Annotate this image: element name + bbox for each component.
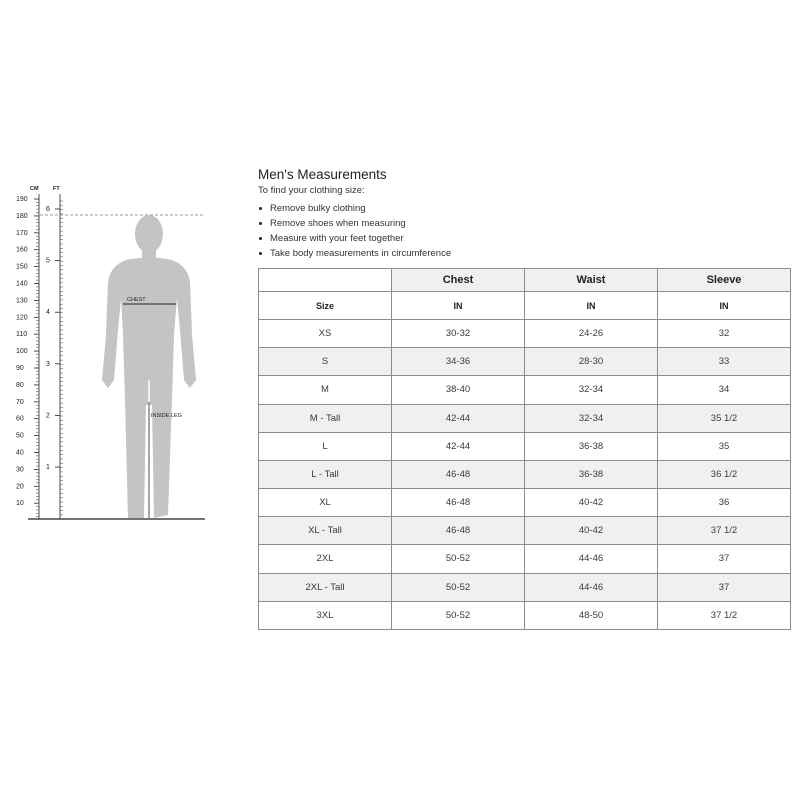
tip-item: Take body measurements in circumference [258, 246, 758, 261]
table-row [259, 517, 791, 545]
table-row [259, 573, 791, 601]
cm-tick-label: 40 [16, 449, 24, 457]
header-waist: Waist [525, 269, 658, 292]
cell-chest: 46-48 [392, 489, 525, 517]
cell-chest: 38-40 [392, 376, 525, 404]
tip-item: Remove bulky clothing [258, 201, 758, 216]
cell-chest: 50-52 [392, 545, 525, 573]
ft-tick-label: 1 [46, 464, 50, 471]
header-chest: Chest [392, 269, 525, 292]
table-row [259, 489, 791, 517]
cm-tick-label: 20 [16, 483, 24, 491]
cm-tick-label: 80 [16, 381, 24, 389]
cell-chest: 42-44 [392, 432, 525, 460]
cm-tick-label: 90 [16, 365, 24, 372]
cell-sleeve: 37 [658, 573, 791, 601]
tips-list [258, 201, 758, 261]
cell-waist: 44-46 [525, 573, 658, 601]
cm-tick-label: 130 [16, 297, 28, 305]
size-table [258, 268, 791, 630]
cell-chest: 34-36 [392, 348, 525, 376]
cell-sleeve: 34 [658, 376, 791, 404]
table-row [259, 348, 791, 376]
cell-size: M [259, 376, 392, 404]
cell-waist: 32-34 [525, 376, 658, 404]
ft-tick-label: 3 [46, 360, 50, 368]
cm-tick-label: 10 [16, 500, 24, 508]
intro-text: To find your clothing size: [258, 185, 365, 196]
cm-tick-label: 70 [16, 398, 24, 406]
measurement-instructions [258, 166, 758, 261]
cell-sleeve: 33 [658, 348, 791, 376]
cell-size: S [259, 348, 392, 376]
ft-tick-label: 4 [46, 309, 50, 317]
cm-tick-label: 100 [16, 348, 28, 356]
cm-tick-label: 140 [16, 280, 28, 288]
table-row [259, 404, 791, 432]
table-row [259, 460, 791, 488]
unit-waist: IN [525, 292, 658, 320]
cm-tick-label: 190 [16, 196, 28, 203]
cell-sleeve: 37 1/2 [658, 517, 791, 545]
cell-waist: 48-50 [525, 601, 658, 629]
inside-leg-label: INSIDE LEG [151, 413, 182, 419]
cell-size: 3XL [259, 601, 392, 629]
page-title: Men's Measurements [258, 167, 387, 182]
cell-waist: 32-34 [525, 404, 658, 432]
cell-chest: 30-32 [392, 320, 525, 348]
cell-waist: 24-26 [525, 320, 658, 348]
cell-sleeve: 32 [658, 320, 791, 348]
ft-axis-label: FT [53, 186, 60, 192]
table-row [259, 601, 791, 629]
cell-waist: 36-38 [525, 460, 658, 488]
cm-ruler-ticks [16, 196, 39, 517]
header-size: Size [259, 292, 392, 320]
cm-tick-label: 50 [16, 432, 24, 440]
cell-waist: 44-46 [525, 545, 658, 573]
table-row [259, 545, 791, 573]
cell-size: XL [259, 489, 392, 517]
ft-ruler-ticks [46, 201, 63, 515]
cell-size: M - Tall [259, 404, 392, 432]
cell-size: 2XL - Tall [259, 573, 392, 601]
cell-chest: 46-48 [392, 460, 525, 488]
cell-sleeve: 36 [658, 489, 791, 517]
header-blank [259, 269, 392, 292]
cell-sleeve: 37 [658, 545, 791, 573]
cm-tick-label: 60 [16, 415, 24, 423]
ft-tick-label: 5 [46, 257, 50, 265]
table-unit-row [259, 292, 791, 320]
table-row [259, 376, 791, 404]
cell-waist: 28-30 [525, 348, 658, 376]
cm-tick-label: 30 [16, 466, 24, 474]
unit-chest: IN [392, 292, 525, 320]
header-sleeve: Sleeve [658, 269, 791, 292]
cm-tick-label: 110 [16, 331, 28, 339]
cm-axis-label: CM [30, 186, 39, 192]
cell-chest: 50-52 [392, 601, 525, 629]
cell-size: XS [259, 320, 392, 348]
cell-waist: 36-38 [525, 432, 658, 460]
table-header-row [259, 269, 791, 292]
cell-size: L [259, 432, 392, 460]
unit-sleeve: IN [658, 292, 791, 320]
ft-tick-label: 2 [46, 412, 50, 420]
cm-tick-label: 120 [16, 314, 28, 322]
cm-tick-label: 180 [16, 212, 28, 220]
cell-sleeve: 37 1/2 [658, 601, 791, 629]
cell-chest: 42-44 [392, 404, 525, 432]
cell-chest: 46-48 [392, 517, 525, 545]
cm-tick-label: 150 [16, 263, 28, 271]
cell-waist: 40-42 [525, 517, 658, 545]
table-row [259, 320, 791, 348]
measurement-figure [0, 0, 240, 800]
ft-tick-label: 6 [46, 206, 50, 213]
table-body [259, 320, 791, 630]
cm-tick-label: 170 [16, 229, 28, 237]
cell-chest: 50-52 [392, 573, 525, 601]
cell-sleeve: 35 1/2 [658, 404, 791, 432]
tip-item: Measure with your feet together [258, 231, 758, 246]
table-row [259, 432, 791, 460]
cell-size: L - Tall [259, 460, 392, 488]
tip-item: Remove shoes when measuring [258, 216, 758, 231]
cm-tick-label: 160 [16, 246, 28, 254]
cell-sleeve: 35 [658, 432, 791, 460]
cell-waist: 40-42 [525, 489, 658, 517]
cell-sleeve: 36 1/2 [658, 460, 791, 488]
cell-size: 2XL [259, 545, 392, 573]
cell-size: XL - Tall [259, 517, 392, 545]
chest-label: CHEST [127, 297, 146, 303]
